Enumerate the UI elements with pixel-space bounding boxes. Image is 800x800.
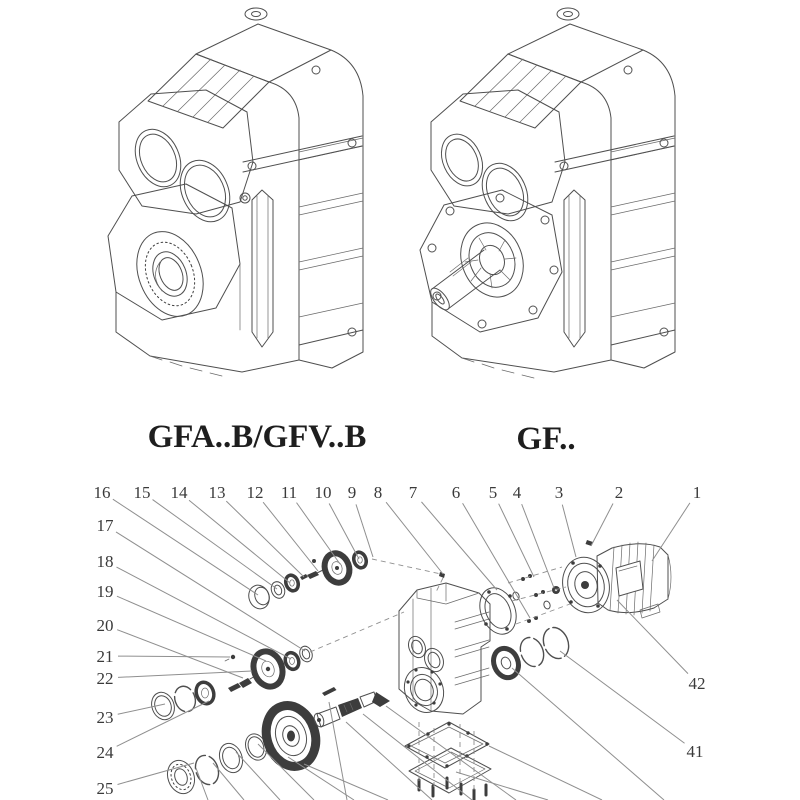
callout-22: 22 <box>96 669 114 688</box>
callout-18: 18 <box>96 552 114 571</box>
axis-dash-line-2 <box>508 567 562 583</box>
leader-line-19 <box>117 596 266 661</box>
callout-1: 1 <box>692 483 702 502</box>
output-shaft-detail <box>427 250 500 313</box>
callout-42: 42 <box>688 674 706 693</box>
figure-right-drawing <box>420 8 675 378</box>
leader-line-7 <box>421 502 497 590</box>
leader-line-14 <box>189 500 290 583</box>
callout-15: 15 <box>133 483 151 502</box>
output-hub-detail <box>450 214 534 307</box>
callout-11: 11 <box>280 483 298 502</box>
leader-line-9 <box>356 504 373 557</box>
leader-line-20 <box>117 630 243 678</box>
cut-leader-line-11 <box>489 746 602 800</box>
leader-line-2 <box>591 504 613 546</box>
lifting-eye-icon <box>245 8 267 20</box>
callout-10: 10 <box>314 483 332 502</box>
lifting-eye-icon <box>557 8 579 20</box>
callout-13: 13 <box>208 483 226 502</box>
part-oil-pan <box>409 748 491 800</box>
callout-12: 12 <box>246 483 264 502</box>
callout-16: 16 <box>93 483 111 502</box>
leader-line-12 <box>263 502 318 571</box>
leader-line-8 <box>386 502 443 574</box>
cut-leader-line-1 <box>213 763 244 800</box>
leader-line-42 <box>617 600 688 674</box>
leader-line-21 <box>118 656 230 657</box>
exploded-view-artwork <box>148 540 671 800</box>
callout-21: 21 <box>96 647 114 666</box>
callout-3: 3 <box>554 483 564 502</box>
cut-leader-line-9 <box>386 706 516 800</box>
leader-line-25 <box>118 763 194 784</box>
callout-7: 7 <box>408 483 418 502</box>
leader-line-3 <box>562 505 576 557</box>
callout-14: 14 <box>170 483 188 502</box>
callout-23: 23 <box>96 708 114 727</box>
cut-leader-line-10 <box>512 668 664 800</box>
leader-line-5 <box>499 504 534 577</box>
leader-line-41 <box>560 651 685 743</box>
callout-8: 8 <box>373 483 383 502</box>
leader-line-4 <box>522 504 554 588</box>
part-motor <box>557 540 671 618</box>
callout-20: 20 <box>96 616 114 635</box>
parts-output-shaft-assembly <box>163 687 390 797</box>
callout-2: 2 <box>614 483 624 502</box>
callout-19: 19 <box>96 582 114 601</box>
cut-leader-line-4 <box>288 757 354 800</box>
parts-intermediate-shaft-assembly <box>225 644 314 692</box>
axis-dash-line-0 <box>372 559 441 574</box>
callout-6: 6 <box>451 483 461 502</box>
part-adapter-flange <box>473 582 523 639</box>
callout-4: 4 <box>512 483 522 502</box>
cut-leader-line-12 <box>456 772 548 800</box>
callout-41: 41 <box>686 742 704 761</box>
callout-17: 17 <box>96 516 114 535</box>
callout-5: 5 <box>488 483 498 502</box>
axis-dash-line-1 <box>310 612 404 652</box>
part-bearing-and-circlips <box>489 624 573 682</box>
callout-25: 25 <box>96 779 114 798</box>
leader-line-1 <box>652 503 690 561</box>
parts-seal-circlip-bearing-group <box>148 680 217 723</box>
figure-left-label: GFA..B/GFV..B <box>147 419 367 455</box>
leader-line-16 <box>113 499 258 595</box>
leader-line-15 <box>153 500 277 589</box>
parts-input-shaft-assembly <box>245 550 368 612</box>
leader-line-24 <box>117 701 209 746</box>
part-housing <box>398 572 490 718</box>
figure-right-label: GF.. <box>516 421 576 457</box>
axis-dash-line-3 <box>512 587 566 601</box>
leader-line-6 <box>463 503 530 618</box>
callout-9: 9 <box>347 483 357 502</box>
figure-left-drawing <box>108 8 363 376</box>
callout-24: 24 <box>96 743 114 762</box>
